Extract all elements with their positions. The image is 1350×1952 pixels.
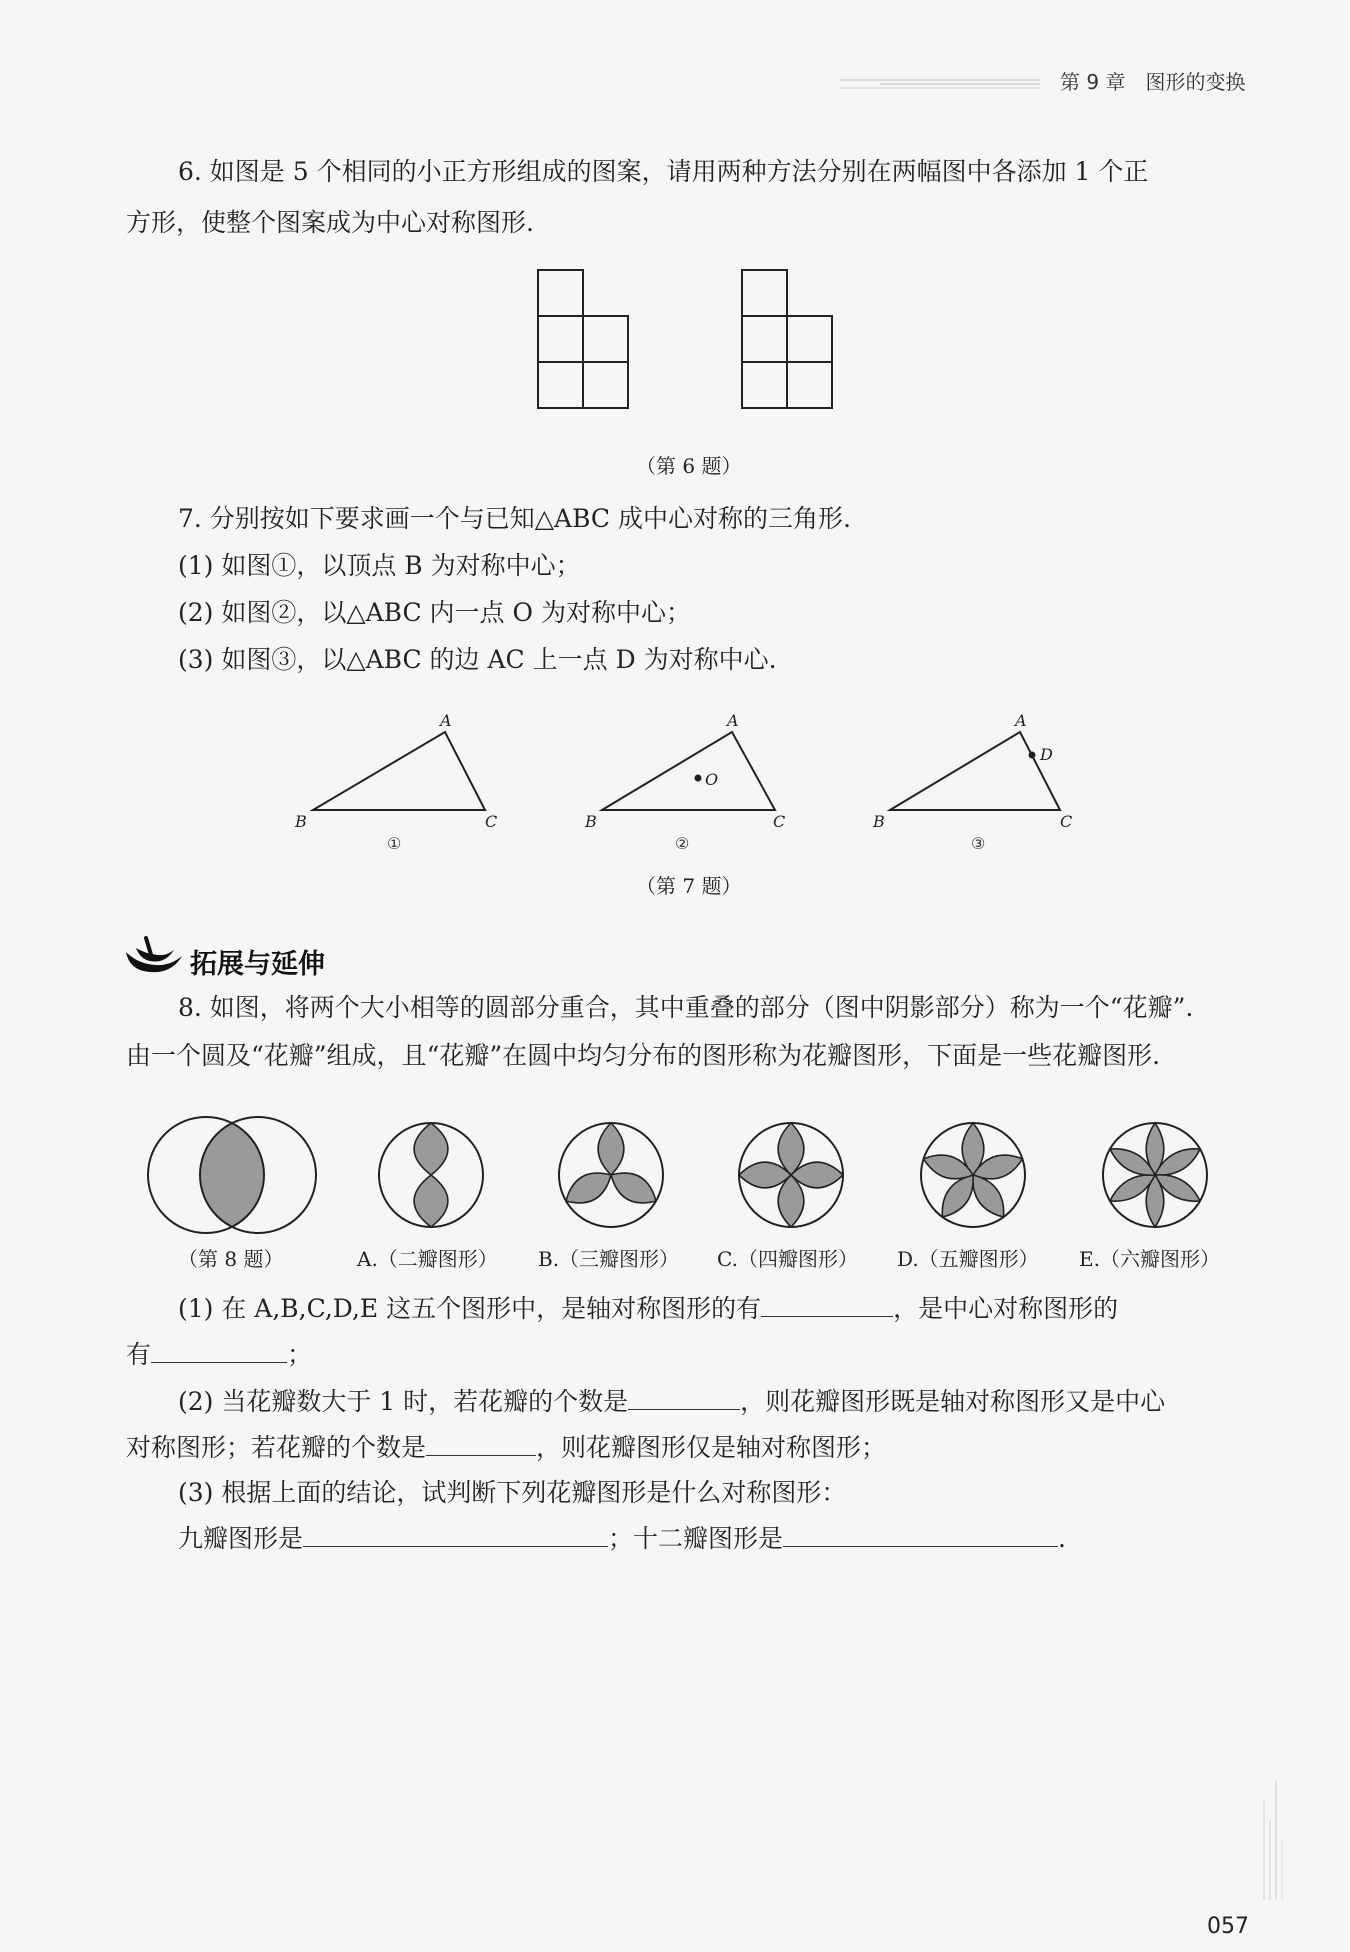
svg-text:O: O (705, 770, 719, 789)
q6-text-line1: 6. 如图是 5 个相同的小正方形组成的图案，请用两种方法分别在两幅图中各添加 1 个正 (178, 157, 1149, 186)
caption-a: A.（二瓣图形） (357, 1247, 498, 1271)
answer-blank-axial-only[interactable] (426, 1431, 536, 1456)
q6-caption: （第 6 题） (636, 454, 742, 478)
svg-text:②: ② (675, 834, 690, 853)
caption-b: B.（三瓣图形） (538, 1247, 680, 1271)
svg-text:C: C (485, 812, 498, 831)
chapter-title: 第 9 章 图形的变换 (1060, 70, 1246, 94)
flower-b-petal (566, 1173, 611, 1203)
flower-d-petal (973, 1175, 1004, 1217)
triangle-2 (602, 732, 775, 810)
q8-part2-line2: 对称图形；若花瓣的个数是 ，则花瓣图形仅是轴对称图形； (126, 1433, 887, 1462)
answer-blank-twelve-petal[interactable] (783, 1522, 1058, 1547)
svg-text:B: B (873, 812, 885, 831)
flower-b-petal (598, 1123, 624, 1175)
q8-caption: （第 8 题） (178, 1247, 284, 1271)
flower-b-petal (611, 1173, 656, 1203)
answer-blank-central[interactable] (151, 1338, 287, 1363)
point-d-dot (1029, 752, 1036, 759)
svg-text:①: ① (387, 834, 402, 853)
svg-text:C: C (1060, 812, 1073, 831)
svg-text:C: C (773, 812, 786, 831)
svg-text:A: A (440, 711, 452, 730)
q8-petal-figures (130, 1105, 1240, 1235)
point-o-dot (695, 775, 702, 782)
q8-text-line2: 由一个圆及“花瓣”组成，且“花瓣”在圆中均匀分布的图形称为花瓣图形，下面是一些花瓣图形. (126, 1041, 1161, 1070)
two-circle-figure (148, 1117, 316, 1233)
flower-d-petal (942, 1175, 973, 1217)
header-decoration (840, 74, 1040, 94)
caption-e: E.（六瓣图形） (1079, 1247, 1220, 1271)
triangle-1 (313, 732, 485, 810)
q7-stem: 7. 分别按如下要求画一个与已知△ABC 成中心对称的三角形. (178, 504, 851, 533)
q6-text-line2: 方形，使整个图案成为中心对称图形. (126, 208, 534, 237)
section-title: 拓展与延伸 (190, 949, 325, 980)
q8-part3: (3) 根据上面的结论，试判断下列花瓣图形是什么对称图形： (178, 1478, 847, 1507)
q8-part1-line2: 有 ； (126, 1340, 313, 1369)
q7-caption: （第 7 题） (636, 874, 742, 898)
q6-square-figures (530, 268, 840, 414)
caption-c: C.（四瓣图形） (717, 1247, 858, 1271)
caption-d: D.（五瓣图形） (897, 1247, 1039, 1271)
page-edge-lines (1262, 1780, 1286, 1900)
triangle-3 (890, 732, 1060, 810)
answer-blank-both[interactable] (628, 1385, 740, 1410)
q8-part1-line1: (1) 在 A,B,C,D,E 这五个图形中，是轴对称图形的有 ，是中心对称图形的 (178, 1294, 1119, 1323)
flower-a-petal (414, 1123, 448, 1175)
q7-sub1: (1) 如图①，以顶点 B 为对称中心； (178, 551, 581, 580)
q7-triangle-figures (280, 705, 1080, 855)
q8-text-line1: 8. 如图，将两个大小相等的圆部分重合，其中重叠的部分（图中阴影部分）称为一个“花瓣”. (178, 993, 1194, 1022)
q7-sub3: (3) 如图③，以△ABC 的边 AC 上一点 D 为对称中心. (178, 645, 777, 674)
svg-text:D: D (1040, 745, 1053, 764)
page-number: 057 (1207, 1914, 1249, 1939)
q8-part2-line1: (2) 当花瓣数大于 1 时，若花瓣的个数是 ，则花瓣图形既是轴对称图形又是中心 (178, 1387, 1166, 1416)
section-swoosh-icon (122, 934, 188, 978)
svg-text:A: A (727, 711, 739, 730)
flower-a-petal (414, 1175, 448, 1227)
answer-blank-nine-petal[interactable] (303, 1522, 608, 1547)
svg-text:B: B (585, 812, 597, 831)
q8-part4: 九瓣图形是 ；十二瓣图形是 . (178, 1524, 1066, 1553)
svg-text:③: ③ (971, 834, 986, 853)
q7-sub2: (2) 如图②，以△ABC 内一点 O 为对称中心； (178, 598, 691, 627)
answer-blank-axial[interactable] (761, 1292, 893, 1317)
svg-text:A: A (1015, 711, 1027, 730)
svg-text:B: B (295, 812, 307, 831)
